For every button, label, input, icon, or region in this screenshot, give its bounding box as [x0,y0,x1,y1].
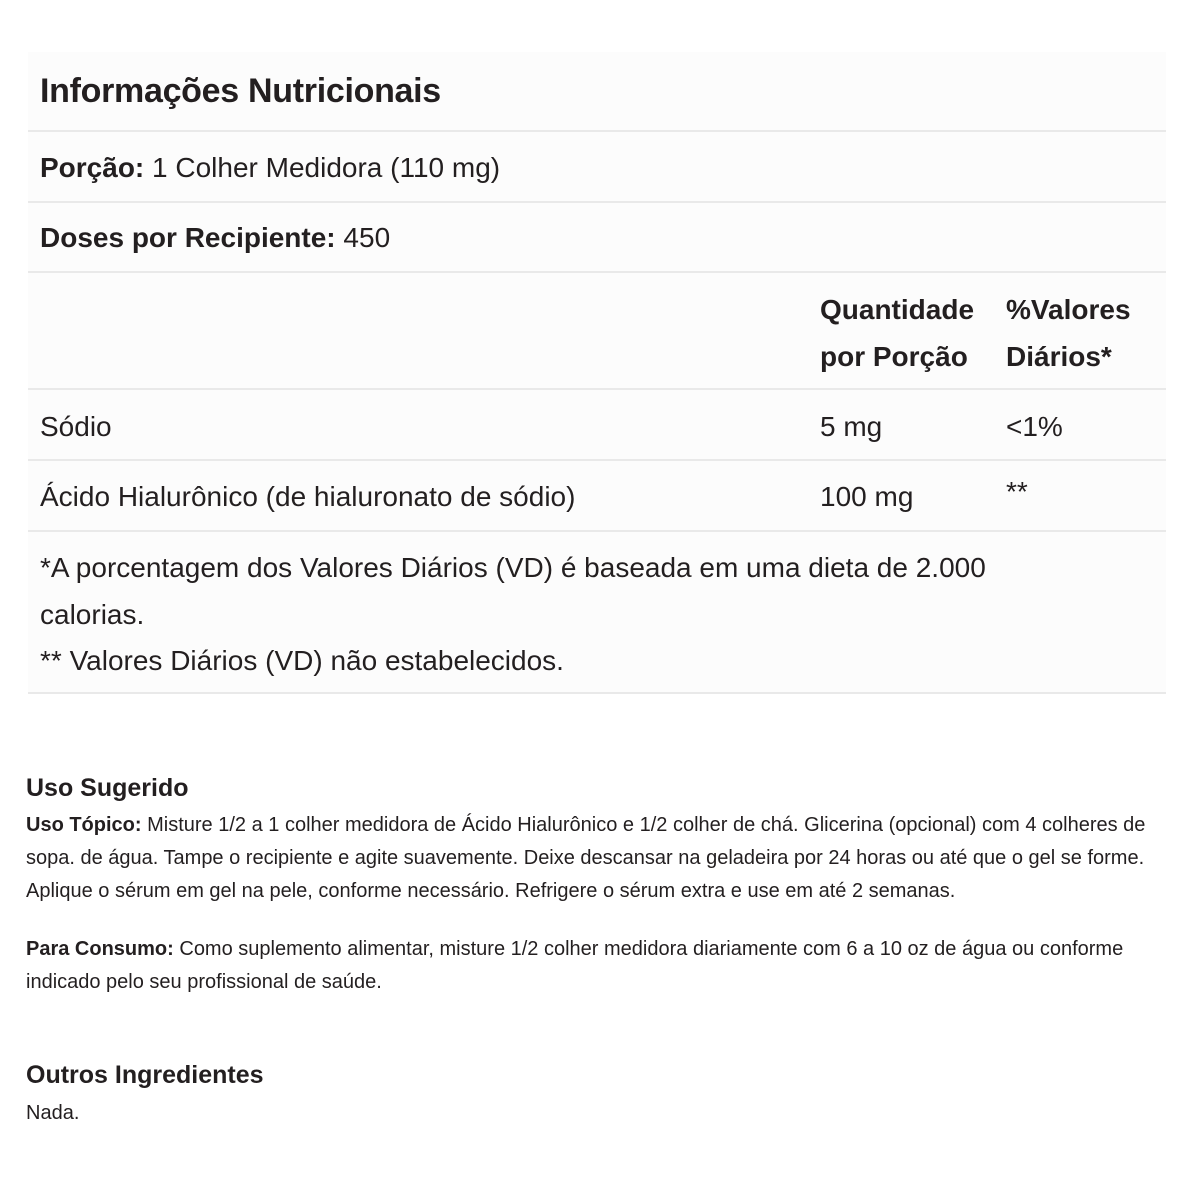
nutrient-dv: ** [1006,476,1028,507]
footnote-daily-values: *A porcentagem dos Valores Diários (VD) é baseada em uma dieta de 2.000 calorias. [40,552,986,630]
serving-value: 1 Colher Medidora (110 mg) [152,152,501,183]
amount-header-line2: por Porção [820,341,968,372]
ingredients-title: Outros Ingredientes [26,1061,264,1089]
nutrition-title: Informações Nutricionais [40,72,441,110]
doses-label: Doses por Recipiente: [40,222,336,253]
serving-line [40,148,500,188]
nutrient-name: Sódio [40,411,112,442]
dv-header-line1: %Valores [1006,294,1131,325]
nutrient-row [28,390,1166,461]
usage-consumption-paragraph [26,933,1186,999]
usage-topical-text: Misture 1/2 a 1 colher medidora de Ácido Hialurônico e 1/2 colher de chá. Glicerina (opcional) com 4 colheres de sopa. de água. Tampe o recipiente e agite suavemente. Deixe descansar na geladeira por 24 horas ou até que o gel se forme. Aplique o sérum em gel na pele, conforme necessário. Refrigere o sérum extra e use em até 2 semanas. [26,814,1146,902]
column-header-row [28,273,1166,390]
usage-topical-label: Uso Tópico: [26,814,142,836]
nutrient-name: Ácido Hialurônico (de hialuronato de sódio) [40,481,576,512]
nutrient-dv: <1% [1006,411,1063,442]
doses-value: 450 [343,222,391,253]
footnotes [40,545,1080,685]
nutrient-amount: 5 mg [820,411,883,442]
amount-header-line1: Quantidade [820,294,975,325]
usage-consumption-text: Como suplemento alimentar, misture 1/2 colher medidora diariamente com 6 a 10 oz de água ou conforme indicado pelo seu profissional de saúde. [26,938,1124,993]
ingredients-text: Nada. [26,1102,80,1124]
doses-line [40,218,390,258]
serving-label: Porção: [40,152,145,183]
dv-header-line2: Diários* [1006,341,1112,372]
usage-consumption-label: Para Consumo: [26,938,174,960]
usage-title: Uso Sugerido [26,774,189,802]
footnote-not-established: ** Valores Diários (VD) não estabelecidos. [40,645,564,676]
nutrient-amount: 100 mg [820,481,914,512]
usage-topical-paragraph [26,809,1186,908]
